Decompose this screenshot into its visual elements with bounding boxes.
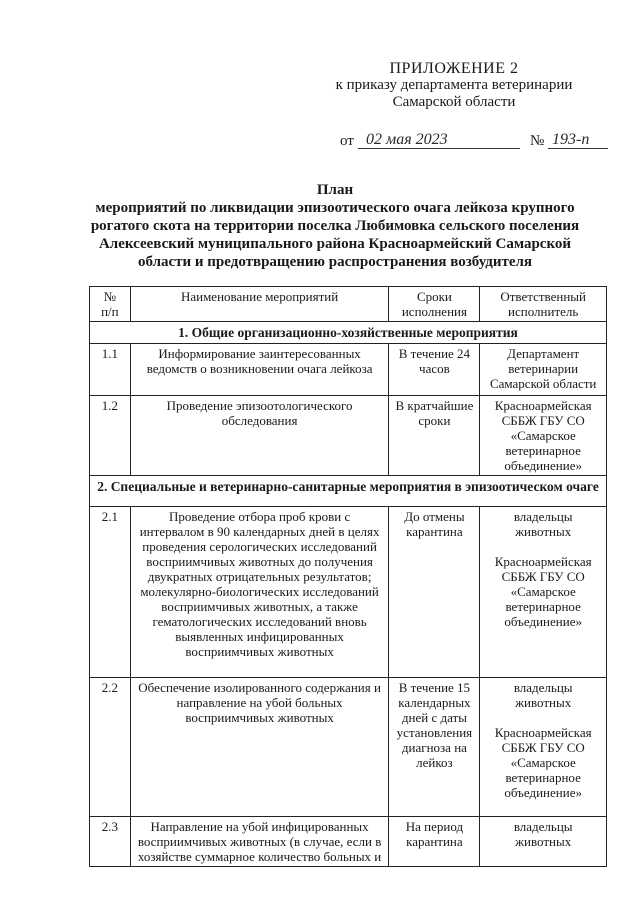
header-term: Сроки исполнения: [389, 287, 480, 322]
term: В кратчайшие сроки: [389, 396, 480, 476]
order-date-handwritten: 02 мая 2023: [366, 131, 448, 148]
table-row: [90, 678, 607, 817]
table-row: [90, 396, 607, 476]
header-responsible: Ответственный исполнитель: [480, 287, 607, 322]
responsible: владельцы животных: [480, 817, 607, 867]
measure-name: Проведение отбора проб крови с интервалом в 90 календарных дней в целях проведения серологических исследований восприимчивых животных до получения двукратных отрицательных результатов; молекулярно-биологических исследований восприимчивых животных, а также гематологических исследований вновь выявленных инфицированных восприимчивых животных: [130, 507, 389, 678]
plan-title: План: [316, 182, 354, 198]
plan-heading: [70, 181, 600, 271]
table-row: [90, 817, 607, 867]
date-prefix: от: [340, 133, 354, 149]
table-row: [90, 344, 607, 396]
order-date-number: [340, 131, 610, 151]
measure-name: Информирование заинтересованных ведомств о возникновении очага лейкоза: [130, 344, 389, 396]
responsible: владельцы животных Красноармейская СББЖ ГБУ СО «Самарское ветеринарное объединение»: [480, 507, 607, 678]
term: В течение 24 часов: [389, 344, 480, 396]
plan-heading-line-1: мероприятий по ликвидации эпизоотического очага лейкоза крупного: [95, 200, 575, 216]
section-row: [90, 476, 607, 507]
plan-heading-line-2: рогатого скота на территории поселка Любимовка сельского поселения: [90, 218, 580, 234]
appendix-line-1: к приказу департамента ветеринарии: [335, 77, 573, 93]
responsible: Департамент ветеринарии Самарской области: [480, 344, 607, 396]
row-number: 2.3: [90, 817, 131, 867]
measure-name: Проведение эпизоотологического обследования: [130, 396, 389, 476]
plan-heading-line-4: области и предотвращению распространения возбудителя: [137, 254, 533, 270]
order-number-handwritten: 193-п: [552, 131, 590, 148]
measure-name: Направление на убой инфицированных восприимчивых животных (в случае, если в хозяйстве суммарное количество больных и: [130, 817, 389, 867]
row-number: 1.2: [90, 396, 131, 476]
measures-table: [89, 286, 607, 867]
table-header-row: [90, 287, 607, 322]
responsible: владельцы животных Красноармейская СББЖ ГБУ СО «Самарское ветеринарное объединение»: [480, 678, 607, 817]
row-number: 2.2: [90, 678, 131, 817]
appendix-title: ПРИЛОЖЕНИЕ 2: [389, 60, 519, 77]
header-measure-name: Наименование мероприятий: [130, 287, 389, 322]
section-2-title: 2. Специальные и ветеринарно-санитарные мероприятия в эпизоотическом очаге: [90, 476, 607, 507]
appendix-line-2: Самарской области: [392, 94, 516, 110]
header-number: № п/п: [90, 287, 131, 322]
term: В течение 15 календарных дней с даты установления диагноза на лейкоз: [389, 678, 480, 817]
section-1-title: 1. Общие организационно-хозяйственные мероприятия: [90, 322, 607, 344]
row-number: 2.1: [90, 507, 131, 678]
appendix-block: [304, 60, 604, 111]
number-prefix: №: [530, 133, 545, 149]
measure-name: Обеспечение изолированного содержания и направление на убой больных восприимчивых животных: [130, 678, 389, 817]
responsible: Красноармейская СББЖ ГБУ СО «Самарское ветеринарное объединение»: [480, 396, 607, 476]
term: До отмены карантина: [389, 507, 480, 678]
plan-heading-line-3: Алексеевский муниципального района Красноармейский Самарской: [98, 236, 572, 252]
table-row: [90, 507, 607, 678]
section-row: [90, 322, 607, 344]
row-number: 1.1: [90, 344, 131, 396]
term: На период карантина: [389, 817, 480, 867]
